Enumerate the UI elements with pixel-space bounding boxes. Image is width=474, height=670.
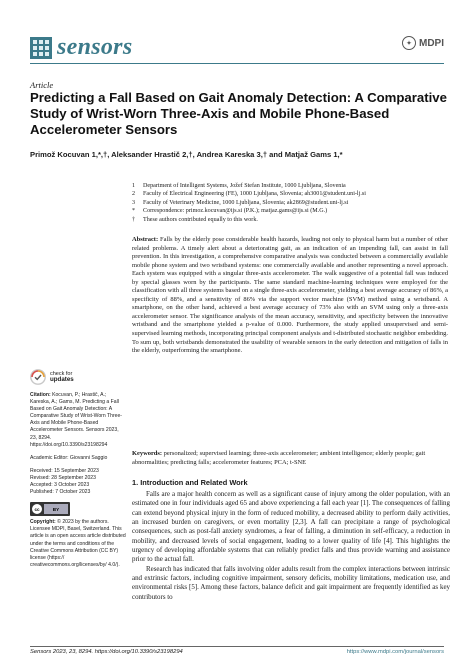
affiliation-mark: 3 [132, 199, 136, 206]
article-type: Article [30, 80, 54, 90]
citation-block [30, 392, 126, 449]
keywords [132, 450, 448, 467]
received-date: Received: 15 September 2023 [30, 467, 99, 474]
journal-logo-icon [30, 37, 52, 59]
copyright-label: Copyright: [30, 519, 56, 526]
abstract [132, 236, 448, 356]
article-info-sidebar [30, 392, 126, 569]
footer-divider [30, 646, 444, 647]
academic-editor: Academic Editor: Giovanni Saggio [30, 454, 108, 461]
check-updates-icon [30, 369, 46, 385]
revised-date: Revised: 28 September 2023 [30, 474, 96, 481]
paragraph: Falls are a major health concern as well as a significant cause of injury among the older population, with an estimated one in four individuals aged 65 and above experiencing a fall each year [1]. The consequences of falling can extend beyond physical injury in the form of reduced mobility, a decreased ability to perform daily activities, an increased burden on caregivers, or even mortality [2,3]. A fall can precipitate a range of psychological consequences, such as post-fall anxiety syndromes, a fear of falling, a diminution in self-efficacy, a reduction in mobility, and decreased levels of social engagement, leading to a lower quality of life [4]. This highlights the urgency of developing affordable systems that can reliably predict falls and thus provide warning and assistance prior to the actual fall. [132, 490, 450, 564]
correspondence-text[interactable]: Correspondence: primoz.kocuvan@ijs.si (P.K.); matjaz.gams@ijs.si (M.G.) [143, 208, 328, 215]
keywords-text: personalized; supervised learning; three-axis accelerometer; ambient intelligence; elderly people; gait abnormalities; predicting falls; accelerometer features; PCA; t-SNE [132, 450, 426, 466]
check-updates-line1: check for [50, 370, 73, 377]
keywords-label: Keywords: [132, 450, 163, 457]
publisher-name: MDPI [419, 37, 444, 49]
affiliation-mark: 1 [132, 183, 136, 189]
check-updates-line2: updates [50, 376, 74, 383]
affiliation-text: These authors contributed equally to this work. [143, 216, 258, 223]
check-updates-label [50, 371, 74, 384]
copyright-text: © 2023 by the authors. Licensee MDPI, Basel, Switzerland. This article is an open access article distributed under the terms and conditions of the Creative Commons Attribution (CC BY) license (https:// creativecommons.org/licenses/by/ 4.0/). [30, 519, 126, 568]
affiliation-item [132, 182, 452, 190]
check-for-updates-button[interactable] [30, 369, 74, 385]
accepted-date: Accepted: 3 October 2023 [30, 482, 90, 489]
article-title: Predicting a Fall Based on Gait Anomaly Detection: A Comparative Study of Wrist-Worn Three-Axis and Mobile Phone-Based Accelerometer Sensors [30, 90, 447, 138]
affiliation-text: Department of Intelligent Systems, Jožef Stefan Institute, 1000 Ljubljana, Slovenia [143, 183, 346, 189]
affiliation-item [132, 199, 452, 207]
publisher-emblem-icon: ✦ [402, 36, 416, 50]
footer-journal-link[interactable]: https://www.mdpi.com/journal/sensors [346, 649, 444, 655]
affiliation-text: Faculty of Electrical Engineering (FE), 1000 Ljubljana, Slovenia; ah3001@student.uni-lj.si [143, 191, 366, 198]
publisher-logo [402, 36, 444, 50]
footer-citation: Sensors 2023, 23, 8294. https://doi.org/10.3390/s23198294 [30, 649, 183, 655]
affiliation-item [132, 216, 452, 224]
author-list: Primož Kocuvan 1,*,†, Aleksander Hrastič 2,†, Andrea Kareska 3,† and Matjaž Gams 1,* [30, 150, 343, 159]
abstract-text: Falls by the elderly pose considerable health hazards, leading not only to physical harm but a number of other related problems. A timely alert about a deteriorating gait, as an indication of an impending fall, can assist in fall prevention. In this investigation, a comprehensive comparative analysis was conducted between a commercially available mobile phone system and two wristband systems: one commercially available and another representing a novel approach. Each system was equipped with a singular three-axis accelerometer. The walk suggestive of a potential fall was induced by special glasses worn by the participants. The same standard machine-learning techniques were employed for the classification with all three systems based on a single three-axis accelerometer, yielding a best average accuracy of 86%, a specificity of 88%, and a sensitivity of 86% via the support vector machine (SVM) method using a wristband. A smartphone, on the other hand, achieved a best average accuracy of 73% also with an SVM using only a three-axis accelerometer sensor. The significance analysis of the mean accuracy, sensitivity, and specificity between the innovative wristband and the smartphone yielded a p-value of 0.000. Furthermore, the study applied unsupervised and semi-supervised learning methods, incorporating principal component analysis and t-distributed stochastic neighbor embedding. To sum up, both wristbands demonstrated the usability of wearable sensors in the early detection and mitigation of falls in the elderly, outperforming the smartphone. [132, 236, 448, 355]
journal-name: sensors [57, 34, 133, 60]
affiliations [132, 182, 452, 224]
published-date: Published: 7 October 2023 [30, 489, 91, 496]
article-dates [30, 468, 126, 496]
abstract-label: Abstract: [132, 236, 159, 243]
affiliation-mark: † [132, 216, 136, 223]
by-icon: BY [44, 504, 68, 514]
section-body [132, 490, 450, 602]
cc-license-badge[interactable] [30, 502, 70, 516]
cc-icon: cc [32, 504, 42, 514]
affiliation-mark: * [132, 208, 136, 215]
section-heading: 1. Introduction and Related Work [132, 478, 248, 487]
copyright-block [30, 519, 126, 569]
affiliation-text: Faculty of Veterinary Medicine, 1000 Ljubljana, Slovenia; ak2869@student.uni-lj.si [143, 199, 349, 206]
citation-label: Citation: [30, 392, 51, 398]
affiliation-mark: 2 [132, 191, 136, 198]
paragraph: Research has indicated that falls involving older adults result from the complex interactions between intrinsic and extrinsic factors, including cognitive impairment, sensory deficits, mobility limitations, medication use, and environmental risks [5]. Among these factors, balance deficit and gait impairment are frequently identified as key contributors to [132, 564, 450, 601]
affiliation-item [132, 190, 452, 198]
header-divider [30, 63, 444, 64]
citation-text: Kocuvan, P.; Hrastič, A.; Kareska, A.; Gams, M. Predicting a Fall Based on Gait Anomaly Detection: A Comparative Study of Wrist-Worn Three-Axis and Mobile Phone-Based Accelerometer Sensors. Sensors 2023, 23, 8294. https://doi.org/10.3390/s23198294 [30, 392, 123, 448]
journal-logo [30, 34, 132, 61]
affiliation-item [132, 207, 452, 215]
